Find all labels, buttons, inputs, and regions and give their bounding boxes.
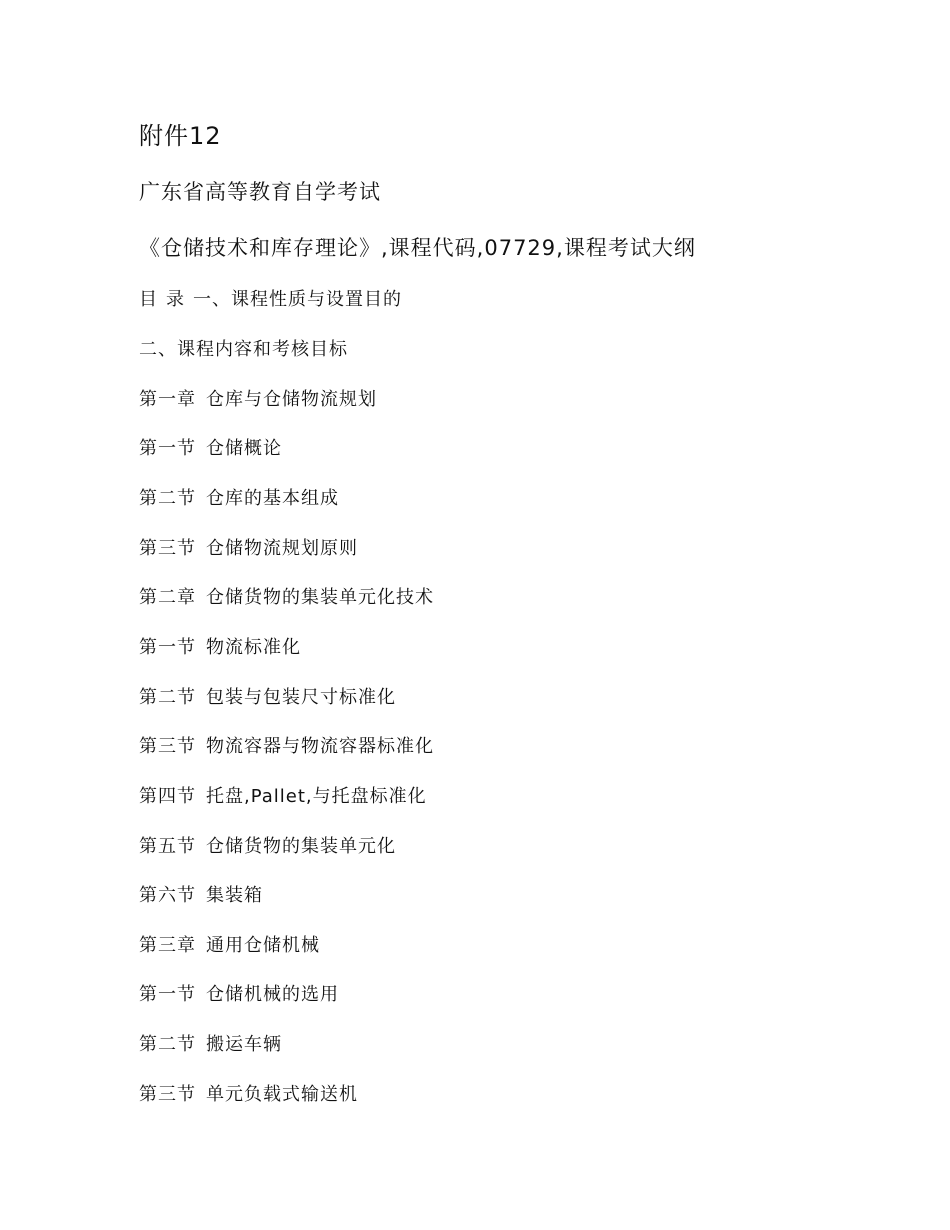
toc-entry — [139, 440, 282, 458]
toc-entry-title: 搬运车辆 — [206, 1034, 282, 1055]
toc-entry-first: 一、课程性质与设置目的 — [193, 289, 402, 310]
attachment-number: 附件12 — [139, 122, 222, 150]
toc-entry — [139, 639, 301, 657]
toc-entry-label: 第二节 — [139, 1034, 196, 1055]
toc-entry-title: 包装与包装尺寸标准化 — [206, 687, 396, 708]
toc-entry-title: 托盘,Pallet,与托盘标准化 — [206, 786, 427, 807]
toc-entry-title: 仓库与仓储物流规划 — [206, 389, 377, 410]
toc-entry-title: 集装箱 — [206, 885, 263, 906]
toc-entry — [139, 788, 427, 806]
toc-entry — [139, 540, 358, 558]
toc-entry — [139, 341, 348, 359]
toc-entry-label: 第二节 — [139, 488, 196, 509]
toc-entry — [139, 986, 339, 1004]
toc-entry-label: 第二节 — [139, 687, 196, 708]
toc-entry-label: 第三节 — [139, 736, 196, 757]
toc-entry — [139, 589, 434, 607]
toc-entry — [139, 689, 396, 707]
toc-entry-label: 第一节 — [139, 637, 196, 658]
toc-entry — [139, 1036, 282, 1054]
toc-entry-label: 第一节 — [139, 438, 196, 459]
toc-entry-title: 仓储货物的集装单元化技术 — [206, 587, 434, 608]
toc-entry — [139, 937, 320, 955]
toc-entry-label: 第一节 — [139, 984, 196, 1005]
toc-entry-label: 第三章 — [139, 935, 196, 956]
toc-entry — [139, 391, 377, 409]
toc-entry-label: 二、课程内容和考核目标 — [139, 339, 348, 360]
toc-entry-label: 第六节 — [139, 885, 196, 906]
toc-entry-label: 第一章 — [139, 389, 196, 410]
toc-entry-label: 第三节 — [139, 1084, 196, 1105]
toc-entry-title: 物流标准化 — [206, 637, 301, 658]
toc-entry — [139, 738, 434, 756]
toc-entry-label: 第二章 — [139, 587, 196, 608]
toc-entry — [139, 490, 339, 508]
document-title: 广东省高等教育自学考试 — [139, 180, 381, 204]
toc-heading — [139, 291, 402, 309]
toc-entry-title: 仓库的基本组成 — [206, 488, 339, 509]
document-subtitle: 《仓储技术和库存理论》,课程代码,07729,课程考试大纲 — [139, 236, 696, 260]
toc-entry-title: 仓储概论 — [206, 438, 282, 459]
toc-entry-title: 单元负载式输送机 — [206, 1084, 358, 1105]
toc-entry-title: 仓储物流规划原则 — [206, 538, 358, 559]
toc-entry-title: 通用仓储机械 — [206, 935, 320, 956]
toc-label-part1: 目 — [139, 289, 158, 310]
toc-entry-label: 第五节 — [139, 836, 196, 857]
toc-entry-title: 仓储机械的选用 — [206, 984, 339, 1005]
toc-entry-title: 物流容器与物流容器标准化 — [206, 736, 434, 757]
toc-entry-label: 第三节 — [139, 538, 196, 559]
toc-entry — [139, 1086, 358, 1104]
toc-entry-title: 仓储货物的集装单元化 — [206, 836, 396, 857]
toc-entry-label: 第四节 — [139, 786, 196, 807]
toc-label-part2: 录 — [166, 289, 185, 310]
toc-entry — [139, 838, 396, 856]
toc-entry — [139, 887, 263, 905]
